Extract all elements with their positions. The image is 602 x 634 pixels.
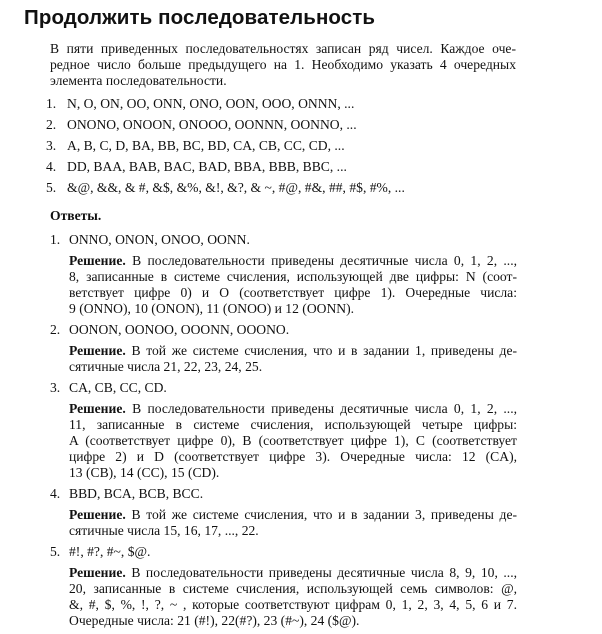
intro-line: редное число больше предыдущего на 1. Необходимо указать 4 очередных <box>50 57 516 72</box>
answer-number: 4. <box>50 486 61 501</box>
solution-text: В той же системе счисления, что и в задании 1, приведены де- <box>125 343 517 358</box>
sequence-text: A, B, C, D, BA, BB, BC, BD, CA, CB, CC, CD, ... <box>67 138 345 153</box>
solution-text: В последовательности приведены десятичные числа 0, 1, 2, ..., <box>125 401 517 416</box>
solution-line <box>69 401 517 417</box>
sequence-item <box>46 96 354 112</box>
solution-line: 11, записанные в системе счисления, использующей четыре цифры: <box>69 417 517 432</box>
intro-line: В пяти приведенных последовательностях записан ряд чисел. Каждое оче- <box>50 41 516 56</box>
solution-label: Решение. <box>69 565 126 580</box>
sequence-number: 3. <box>46 138 57 153</box>
solution-block <box>69 253 517 317</box>
sequence-number: 1. <box>46 96 57 111</box>
sequence-text: DD, BAA, BAB, BAC, BAD, BBA, BBB, BBC, ... <box>67 159 347 174</box>
solution-line: 13 (CB), 14 (CC), 15 (CD). <box>69 465 220 480</box>
solution-line: Очередные числа: 21 (#!), 22(#?), 23 (#~), 24 ($@). <box>69 613 360 628</box>
solution-line <box>69 507 517 523</box>
answer-item <box>50 544 150 560</box>
intro-paragraph <box>50 41 516 89</box>
solution-label: Решение. <box>69 401 126 416</box>
solution-label: Решение. <box>69 253 126 268</box>
solution-block <box>69 401 517 481</box>
answer-number: 2. <box>50 322 61 337</box>
solution-line <box>69 565 517 581</box>
solution-line: ветствует цифре 0) и O (соответствует цифре 1). Очередные числа: <box>69 285 517 300</box>
sequence-text: ONONO, ONOON, ONOOO, OONNN, OONNO, ... <box>67 117 357 132</box>
page-title: Продолжить последовательность <box>24 6 376 29</box>
solution-line <box>69 253 517 269</box>
solution-label: Решение. <box>69 507 126 522</box>
intro-line: элемента последовательности. <box>50 73 227 88</box>
solution-line: сятичные числа 21, 22, 23, 24, 25. <box>69 359 263 374</box>
answer-item <box>50 380 167 396</box>
solution-line: A (соответствует цифре 0), B (соответствует цифре 1), C (соответствует <box>69 433 517 448</box>
solution-line: &, #, $, %, !, ?, ~ , которые соответствуют цифрам 0, 1, 2, 3, 4, 5, 6 и 7. <box>69 597 517 612</box>
answer-text: ONNO, ONON, ONOO, OONN. <box>69 232 250 247</box>
sequence-number: 2. <box>46 117 57 132</box>
answer-text: CA, CB, CC, CD. <box>69 380 167 395</box>
solution-block <box>69 507 517 539</box>
sequence-text: N, O, ON, OO, ONN, ONO, OON, OOO, ONNN, ... <box>67 96 355 111</box>
sequence-text: &@, &&, & #, &$, &%, &!, &?, & ~, #@, #&, ##, #$, #%, ... <box>67 180 405 195</box>
solution-text: В той же системе счисления, что и в задании 3, приведены де- <box>125 507 517 522</box>
answer-item <box>50 322 289 338</box>
solution-label: Решение. <box>69 343 126 358</box>
solution-block <box>69 343 517 375</box>
answers-heading: Ответы. <box>50 208 102 223</box>
answer-item <box>50 232 250 248</box>
sequence-item <box>46 138 345 154</box>
answer-number: 3. <box>50 380 61 395</box>
solution-line: 20, записанные в системе счисления, использующей семь символов: @, <box>69 581 517 596</box>
solution-text: В последовательности приведены десятичные числа 8, 9, 10, ..., <box>125 565 517 580</box>
answer-number: 1. <box>50 232 61 247</box>
sequence-item <box>46 180 405 196</box>
solution-line <box>69 343 517 359</box>
solution-text: В последовательности приведены десятичные числа 0, 1, 2, ..., <box>125 253 517 268</box>
answer-text: BBD, BCA, BCB, BCC. <box>69 486 204 501</box>
solution-line: сятичные числа 15, 16, 17, ..., 22. <box>69 523 259 538</box>
answer-text: #!, #?, #~, $@. <box>69 544 151 559</box>
solution-block <box>69 565 517 629</box>
answer-item <box>50 486 203 502</box>
solution-line: 8, записанные в системе счисления, использующей две цифры: N (соот- <box>69 269 517 284</box>
answer-number: 5. <box>50 544 61 559</box>
sequence-number: 5. <box>46 180 57 195</box>
sequence-number: 4. <box>46 159 57 174</box>
answer-text: OONON, OONOO, OOONN, OOONO. <box>69 322 290 337</box>
solution-line: цифре 2) и D (соответствует цифре 3). Очередные числа: 12 (CA), <box>69 449 517 464</box>
sequence-item <box>46 159 347 175</box>
solution-line: 9 (ONNO), 10 (ONON), 11 (ONOO) и 12 (OONN). <box>69 301 355 316</box>
sequence-item <box>46 117 357 133</box>
